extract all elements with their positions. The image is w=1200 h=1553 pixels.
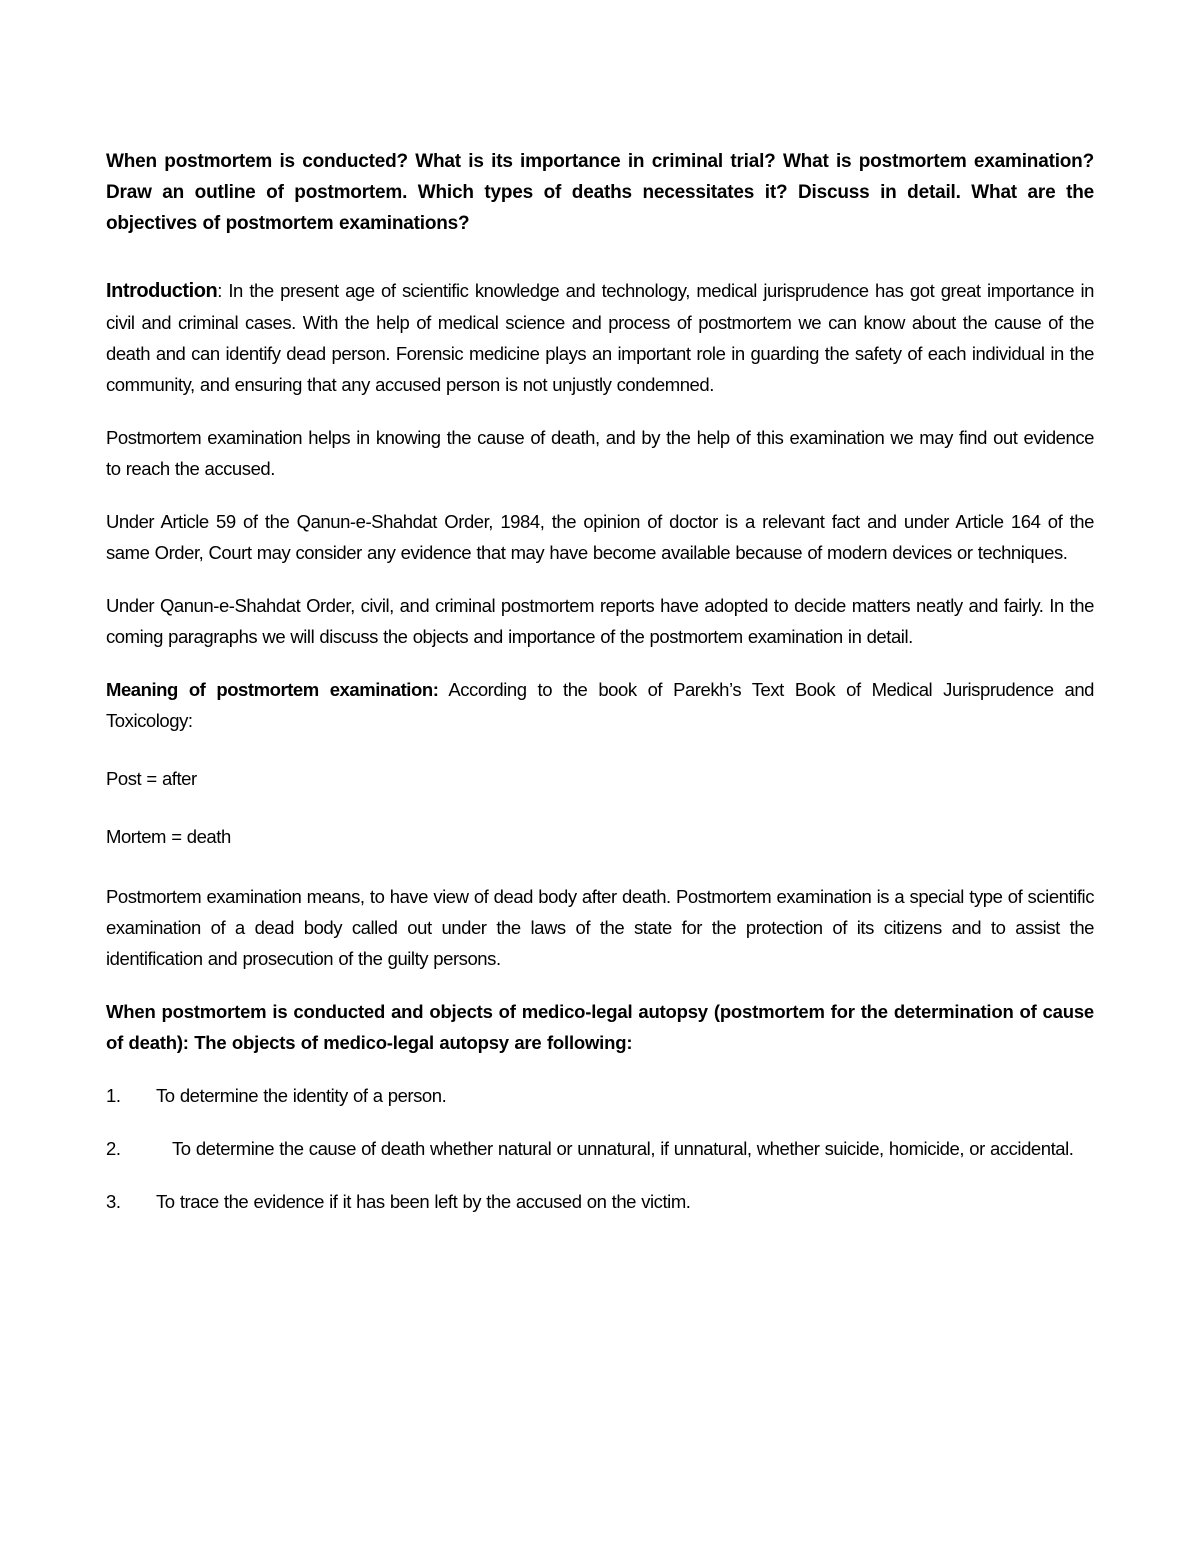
post-definition: Post = after <box>106 768 197 789</box>
list-number: 2. <box>106 1138 121 1159</box>
meaning-label: Meaning of postmortem examination: <box>106 679 439 700</box>
list-number: 3. <box>106 1191 121 1212</box>
list-text: To trace the evidence if it has been left by the accused on the victim. <box>156 1191 691 1212</box>
intro-text: : In the present age of scientific knowledge and technology, medical jurisprudence has got great importance in civil and criminal cases. With the help of medical science and process of postmortem we can know about the cause of the death and can identify dead person. Forensic medicine plays an important role in guarding the safety of each individual in the community, and ensuring that any accused person is not unjustly condemned. <box>106 280 1094 395</box>
paragraph-evidence: Postmortem examination helps in knowing the cause of death, and by the help of this examination we may find out evidence to reach the accused. <box>106 427 1094 479</box>
objects-heading: When postmortem is conducted and objects of medico-legal autopsy (postmortem for the determination of cause of death): The objects of medico-legal autopsy are following: <box>106 1001 1094 1053</box>
intro-paragraph <box>106 275 1094 400</box>
list-item <box>106 1133 1094 1164</box>
intro-label: Introduction <box>106 280 218 302</box>
list-text: To determine the cause of death whether natural or unnatural, if unnatural, whether suicide, homicide, or accidental. <box>172 1138 1074 1159</box>
meaning-paragraph <box>106 674 1094 736</box>
definition-paragraph: Postmortem examination means, to have view of dead body after death. Postmortem examination is a special type of scientific examination of a dead body called out under the laws of the state for the protection of its citizens and to assist the identification and prosecution of the guilty persons. <box>106 886 1094 969</box>
list-item <box>106 1080 1094 1111</box>
meaning-text: According to the book of Parekh’s Text Book of Medical Jurisprudence and Toxicology: <box>106 679 1094 731</box>
list-text: To determine the identity of a person. <box>156 1085 447 1106</box>
document-page <box>106 146 1094 1217</box>
document-title: When postmortem is conducted? What is its importance in criminal trial? What is postmortem examination? Draw an outline of postmortem. Which types of deaths necessitates it? Discuss in detail. What are the objectives of postmortem examinations? <box>106 151 1094 234</box>
paragraph-qanun: Under Qanun-e-Shahdat Order, civil, and criminal postmortem reports have adopted to decide matters neatly and fairly. In the coming paragraphs we will discuss the objects and importance of the postmortem examination in detail. <box>106 595 1094 647</box>
list-number: 1. <box>106 1085 121 1106</box>
mortem-definition: Mortem = death <box>106 826 231 847</box>
list-item <box>106 1186 1094 1217</box>
paragraph-article: Under Article 59 of the Qanun-e-Shahdat Order, 1984, the opinion of doctor is a relevant fact and under Article 164 of the same Order, Court may consider any evidence that may have become available because of modern devices or techniques. <box>106 511 1094 563</box>
